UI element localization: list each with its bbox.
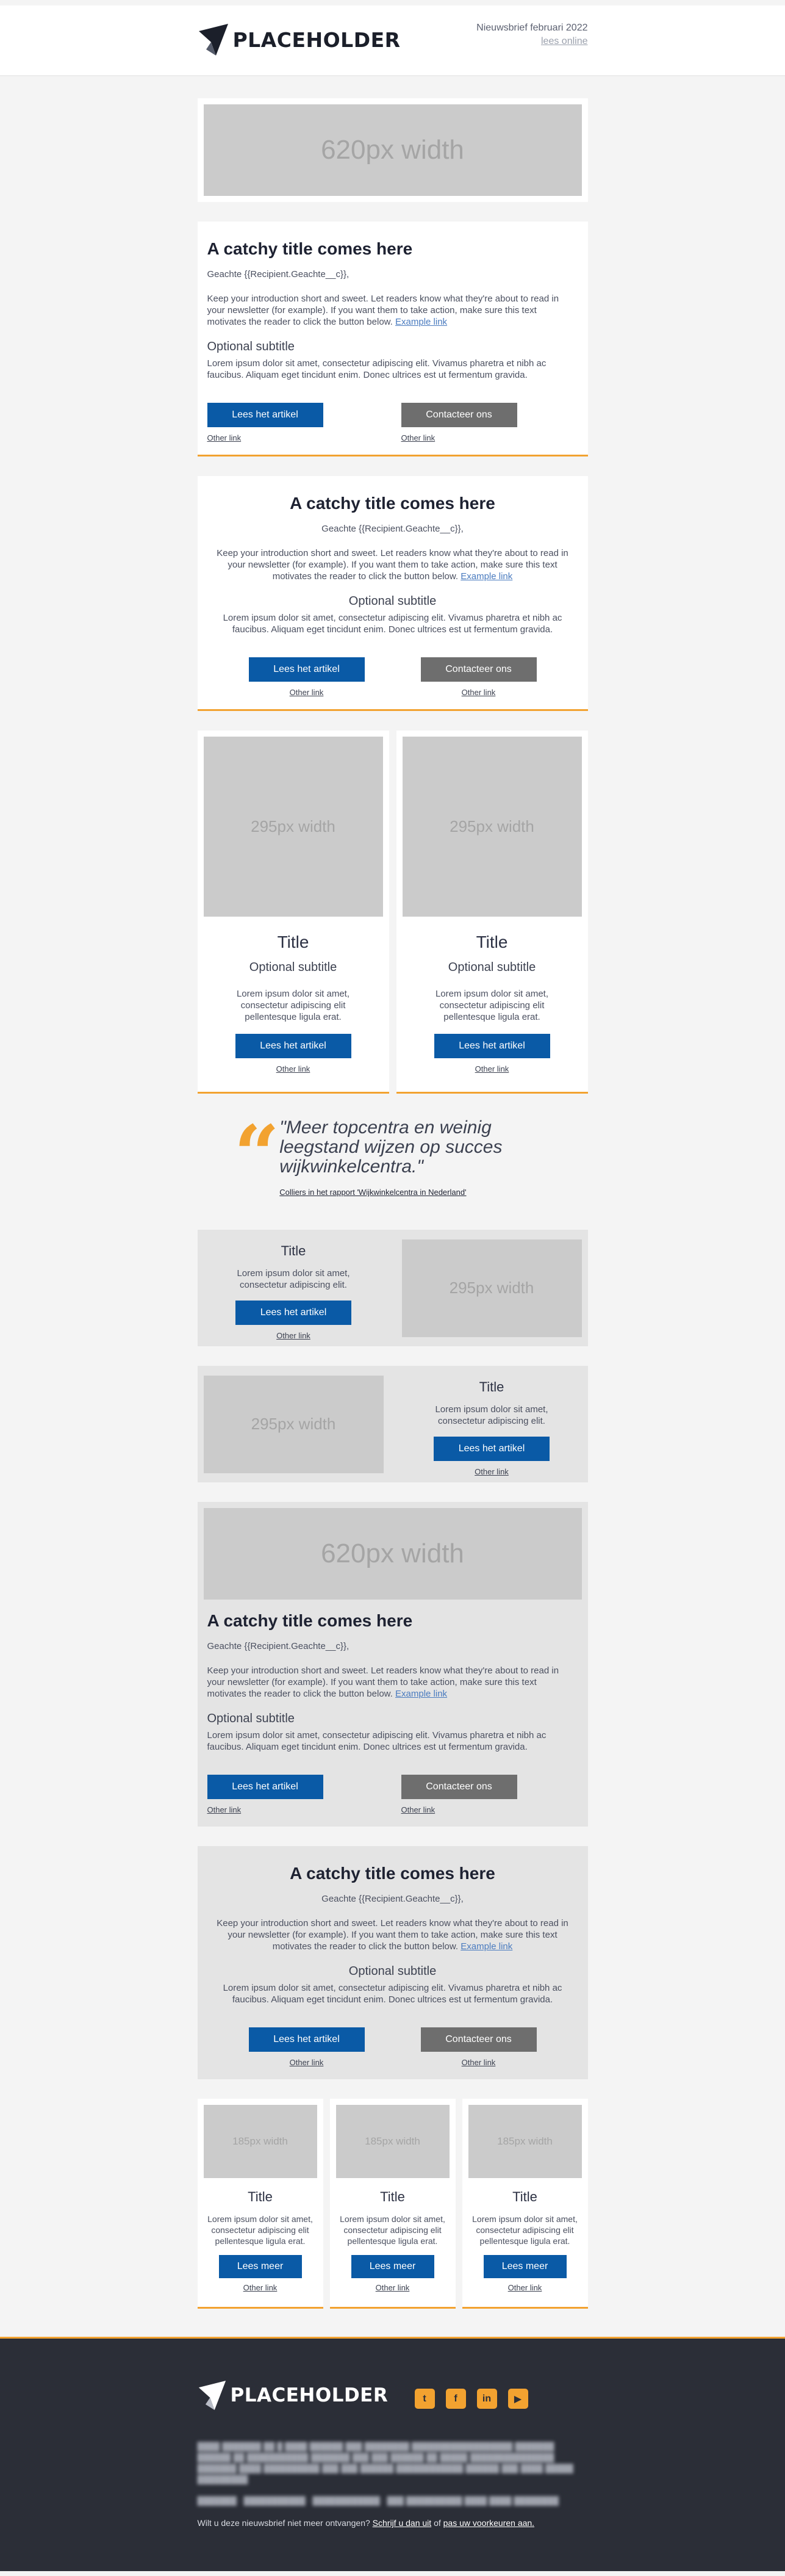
example-link[interactable]: Example link xyxy=(395,317,448,327)
article-title: A catchy title comes here xyxy=(207,239,413,258)
small-card-title: Title xyxy=(380,2189,405,2204)
article-image: 620px width xyxy=(204,1508,582,1600)
small-card-body: Lorem ipsum dolor sit amet, consectetur adipiscing elit pellentesque ligula erat. xyxy=(207,2214,313,2246)
greeting: Geachte {{Recipient.Geachte__c}}, xyxy=(321,1894,464,1904)
other-link[interactable]: Other link xyxy=(276,1064,310,1073)
contact-button[interactable]: Contacteer ons xyxy=(401,1775,517,1799)
linkedin-icon[interactable]: in xyxy=(477,2389,497,2409)
side-title: Title xyxy=(479,1379,504,1394)
other-link[interactable]: Other link xyxy=(289,688,324,697)
article-body: Lorem ipsum dolor sit amet, consectetur adipiscing elit. Vivamus pharetra et nibh ac faucibus. Aliquam eget tincidunt enim. Donec ultrices est ut fermentum gravida. xyxy=(223,1983,562,2005)
side-body: Lorem ipsum dolor sit amet, consectetur adipiscing elit. xyxy=(435,1404,548,1426)
side-block-text-image xyxy=(198,1230,588,1346)
article-center xyxy=(198,476,588,711)
small-card-title: Title xyxy=(248,2189,273,2204)
column-image: 295px width xyxy=(403,737,582,917)
hero-card xyxy=(198,98,588,202)
column-title: Title xyxy=(476,933,508,951)
article-title: A catchy title comes here xyxy=(290,494,495,513)
other-link[interactable]: Other link xyxy=(207,433,242,442)
footer xyxy=(0,2337,785,2559)
other-link[interactable]: Other link xyxy=(461,688,496,697)
greeting: Geachte {{Recipient.Geachte__c}}, xyxy=(207,1641,349,1651)
small-card-image: 185px width xyxy=(336,2105,450,2178)
other-link[interactable]: Other link xyxy=(243,2283,278,2292)
issue-label: Nieuwsbrief februari 2022 xyxy=(476,23,588,33)
grey-article-center xyxy=(198,1846,588,2079)
small-card xyxy=(462,2099,588,2309)
article-body: Lorem ipsum dolor sit amet, consectetur adipiscing elit. Vivamus pharetra et nibh ac faucibus. Aliquam eget tincidunt enim. Donec ultrices est ut fermentum gravida. xyxy=(207,1730,547,1752)
logo-mark-icon xyxy=(198,23,229,57)
column-subtitle: Optional subtitle xyxy=(249,961,337,974)
small-card-image: 185px width xyxy=(468,2105,582,2178)
example-link[interactable]: Example link xyxy=(395,1689,448,1699)
article-subtitle: Optional subtitle xyxy=(348,1964,437,1978)
article-subtitle: Optional subtitle xyxy=(348,594,437,608)
unsubscribe-line xyxy=(198,2518,535,2528)
read-article-button[interactable]: Lees het artikel xyxy=(434,1034,550,1058)
article-subtitle: Optional subtitle xyxy=(207,340,295,353)
top-strip xyxy=(0,0,785,5)
other-link[interactable]: Other link xyxy=(375,2283,410,2292)
read-article-button[interactable]: Lees het artikel xyxy=(249,2027,365,2052)
unsubscribe-text: Wilt u deze nieuwsbrief niet meer ontvangen? xyxy=(197,2518,370,2528)
blurred-disclaimer: ████ ███████ ██ █ ████ ██████ ███ ████████ ██████████████████ ███████ ██████ ██ ███████████ ███████ ███ ███ ██████ ██ █████ ███████████████ ███████ ████ ██████████ ███ ███ ██████ ████████████ ██████ ███ ████ █████ █████████ xyxy=(197,2442,573,2484)
logo[interactable] xyxy=(198,23,401,57)
example-link[interactable]: Example link xyxy=(461,571,513,582)
contact-button[interactable]: Contacteer ons xyxy=(401,403,517,427)
other-link[interactable]: Other link xyxy=(401,433,436,442)
small-card-image: 185px width xyxy=(204,2105,317,2178)
read-article-button[interactable]: Lees het artikel xyxy=(235,1034,351,1058)
logo-mark-icon xyxy=(198,2379,227,2412)
side-body: Lorem ipsum dolor sit amet, consectetur adipiscing elit. xyxy=(237,1268,350,1290)
column-subtitle: Optional subtitle xyxy=(448,961,536,974)
logo-text: PLACEHOLDER xyxy=(232,27,401,52)
side-block-image-text xyxy=(198,1366,588,1482)
column-card xyxy=(198,731,389,1094)
small-card xyxy=(198,2099,323,2309)
other-link[interactable]: Other link xyxy=(507,2283,542,2292)
read-article-button[interactable]: Lees het artikel xyxy=(434,1437,550,1461)
intro-text: Keep your introduction short and sweet. Let readers know what they're about to read in your newsletter (for example). If you want them to take action, make sure this text motivates the reader to click the button below. xyxy=(217,548,568,582)
contact-button[interactable]: Contacteer ons xyxy=(421,2027,537,2052)
greeting: Geachte {{Recipient.Geachte__c}}, xyxy=(207,269,349,280)
other-link[interactable]: Other link xyxy=(475,1467,509,1476)
other-link[interactable]: Other link xyxy=(207,1805,242,1814)
contact-button[interactable]: Contacteer ons xyxy=(421,657,537,682)
twitter-icon[interactable]: t xyxy=(415,2389,435,2409)
intro-text: Keep your introduction short and sweet. Let readers know what they're about to read in your newsletter (for example). If you want them to take action, make sure this text motivates the reader to click the button below. xyxy=(217,1918,568,1952)
blurred-contact: ███████ · ███████████ · ████████████ · ███ ██████████ ████ ████ ████████ xyxy=(197,2496,559,2505)
other-link[interactable]: Other link xyxy=(289,2058,324,2067)
read-article-button[interactable]: Lees het artikel xyxy=(235,1301,351,1325)
read-article-button[interactable]: Lees het artikel xyxy=(249,657,365,682)
article-body: Lorem ipsum dolor sit amet, consectetur adipiscing elit. Vivamus pharetra et nibh ac faucibus. Aliquam eget tincidunt enim. Donec ultrices est ut fermentum gravida. xyxy=(207,358,547,380)
youtube-icon[interactable]: ▶ xyxy=(508,2389,528,2409)
intro-text: Keep your introduction short and sweet. Let readers know what they're about to read in your newsletter (for example). If you want them to take action, make sure this text motivates the reader to click the button below. xyxy=(207,294,559,327)
quote-mark-icon: “ xyxy=(234,1108,280,1201)
article-left xyxy=(198,222,588,456)
article-subtitle: Optional subtitle xyxy=(207,1712,295,1725)
example-link[interactable]: Example link xyxy=(461,1941,513,1952)
article-title: A catchy title comes here xyxy=(290,1864,495,1883)
greeting: Geachte {{Recipient.Geachte__c}}, xyxy=(321,524,464,534)
read-online-link[interactable]: lees online xyxy=(541,36,588,46)
header xyxy=(0,5,785,76)
quote-text: "Meer topcentra en weinig leegstand wijzen op succes wijkwinkelcentra." xyxy=(279,1117,503,1177)
read-more-button[interactable]: Lees meer xyxy=(484,2255,567,2278)
column-body: Lorem ipsum dolor sit amet, consectetur adipiscing elit pellentesque ligula erat. xyxy=(236,989,350,1022)
small-card-body: Lorem ipsum dolor sit amet, consectetur adipiscing elit pellentesque ligula erat. xyxy=(472,2214,578,2246)
small-card xyxy=(330,2099,456,2309)
read-article-button[interactable]: Lees het artikel xyxy=(207,403,323,427)
small-card-title: Title xyxy=(512,2189,537,2204)
unsubscribe-or: of xyxy=(434,2518,441,2528)
footer-logo[interactable] xyxy=(198,2379,389,2412)
facebook-icon[interactable]: f xyxy=(446,2389,466,2409)
side-image: 295px width xyxy=(402,1239,582,1337)
logo-text: PLACEHOLDER xyxy=(230,2384,389,2406)
column-card xyxy=(396,731,588,1094)
other-link[interactable]: Other link xyxy=(475,1064,509,1073)
other-link[interactable]: Other link xyxy=(401,1805,436,1814)
other-link[interactable]: Other link xyxy=(276,1331,310,1340)
three-column-section xyxy=(198,2099,588,2309)
quote-source-link[interactable]: Colliers in het rapport 'Wijkwinkelcentra in Nederland' xyxy=(279,1188,467,1197)
read-more-button[interactable]: Lees meer xyxy=(219,2255,302,2278)
article-body: Lorem ipsum dolor sit amet, consectetur adipiscing elit. Vivamus pharetra et nibh ac faucibus. Aliquam eget tincidunt enim. Donec ultrices est ut fermentum gravida. xyxy=(223,613,562,635)
quote-block xyxy=(198,1094,588,1219)
hero-image: 620px width xyxy=(204,104,582,196)
preferences-link[interactable]: pas uw voorkeuren aan. xyxy=(443,2518,535,2528)
social-links xyxy=(415,2389,528,2409)
read-more-button[interactable]: Lees meer xyxy=(351,2255,434,2278)
side-title: Title xyxy=(281,1243,306,1258)
side-image: 295px width xyxy=(204,1376,384,1473)
intro-text: Keep your introduction short and sweet. Let readers know what they're about to read in your newsletter (for example). If you want them to take action, make sure this text motivates the reader to click the button below. xyxy=(207,1665,559,1699)
read-article-button[interactable]: Lees het artikel xyxy=(207,1775,323,1799)
small-card-body: Lorem ipsum dolor sit amet, consectetur adipiscing elit pellentesque ligula erat. xyxy=(340,2214,445,2246)
article-title: A catchy title comes here xyxy=(207,1611,413,1630)
two-column-section xyxy=(198,731,588,1094)
column-image: 295px width xyxy=(204,737,383,917)
other-link[interactable]: Other link xyxy=(461,2058,496,2067)
grey-article-left xyxy=(198,1502,588,1827)
column-title: Title xyxy=(277,933,309,951)
column-body: Lorem ipsum dolor sit amet, consectetur adipiscing elit pellentesque ligula erat. xyxy=(435,989,549,1022)
unsubscribe-link[interactable]: Schrijf u dan uit xyxy=(372,2518,432,2528)
